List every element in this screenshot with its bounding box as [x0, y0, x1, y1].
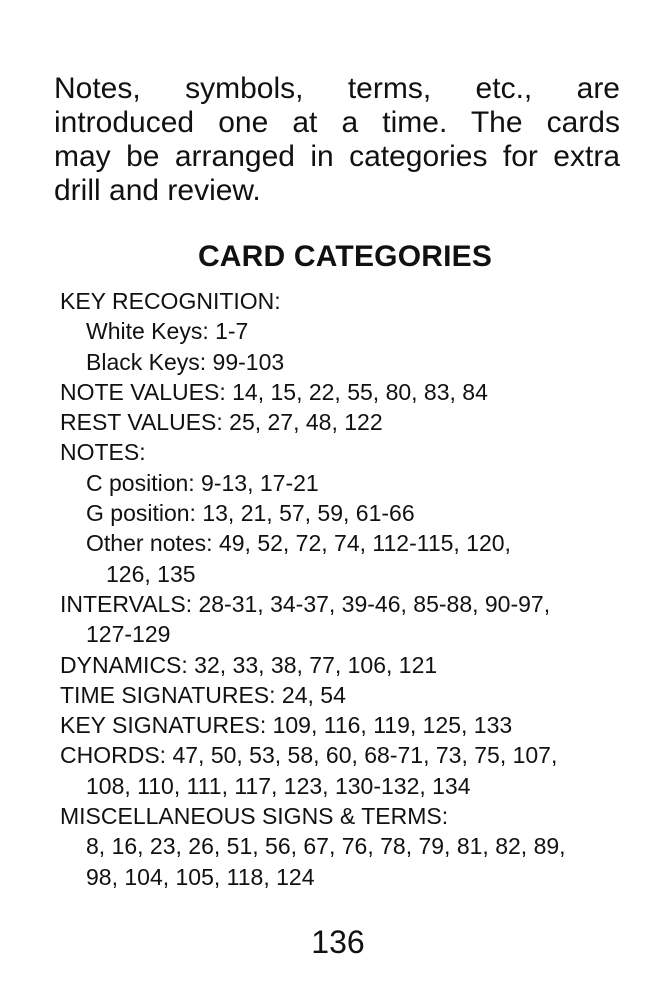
section-heading: CARD CATEGORIES [197, 240, 493, 273]
intro-line: introduced one at a time. The cards [54, 106, 620, 139]
category-entry: Other notes: 49, 52, 72, 74, 112-115, 120, [86, 530, 511, 557]
category-entry: 8, 16, 23, 26, 51, 56, 67, 76, 78, 79, 81, 82, 89, [86, 833, 566, 860]
intro-paragraph [54, 72, 620, 208]
category-continuation: 98, 104, 105, 118, 124 [86, 863, 315, 890]
category-header: NOTES: [60, 439, 146, 466]
category-header: INTERVALS: 28-31, 34-37, 39-46, 85-88, 90-97, [60, 590, 551, 617]
intro-line: may be arranged in categories for extra [54, 140, 620, 173]
category-header: CHORDS: 47, 50, 53, 58, 60, 68-71, 73, 75, 107, [60, 742, 558, 769]
category-header: KEY SIGNATURES: 109, 116, 119, 125, 133 [60, 712, 513, 739]
category-header: NOTE VALUES: 14, 15, 22, 55, 80, 83, 84 [60, 378, 488, 405]
category-continuation: 126, 135 [106, 560, 196, 587]
category-entry: G position: 13, 21, 57, 59, 61-66 [86, 500, 415, 527]
category-header: REST VALUES: 25, 27, 48, 122 [60, 409, 383, 436]
category-header: TIME SIGNATURES: 24, 54 [60, 681, 346, 708]
page-number: 136 [311, 924, 365, 960]
category-header: KEY RECOGNITION: [60, 288, 281, 314]
category-header: MISCELLANEOUS SIGNS & TERMS: [60, 803, 449, 830]
category-continuation: 127-129 [86, 621, 171, 648]
category-continuation: 108, 110, 111, 117, 123, 130-132, 134 [86, 772, 471, 799]
category-entry: Black Keys: 99-103 [86, 348, 285, 375]
category-entry: C position: 9-13, 17-21 [86, 469, 319, 496]
category-entry: White Keys: 1-7 [86, 318, 249, 345]
intro-line: Notes, symbols, terms, etc., are [54, 72, 620, 105]
category-list [60, 286, 660, 892]
intro-line: drill and review. [54, 174, 261, 207]
category-header: DYNAMICS: 32, 33, 38, 77, 106, 121 [60, 651, 438, 678]
